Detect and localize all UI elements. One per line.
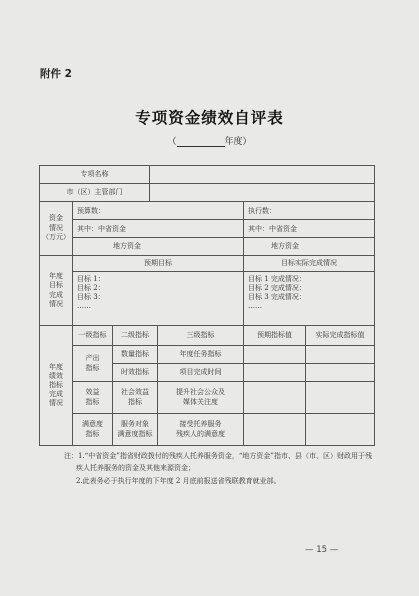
completion-time-indicator: 项目完成时间 — [179, 367, 222, 376]
actual-goals-list: 目标 1 完成情况： 目标 2 完成情况： 目标 3 完成情况： …… — [248, 275, 306, 311]
form-title: 专项资金绩效自评表 — [135, 108, 284, 127]
page-number: — 15 — — [305, 545, 339, 555]
dept-field — [150, 184, 374, 201]
year-blank — [177, 137, 225, 147]
public-attention-indicator: 提升社会公众及 媒体关注度 — [176, 387, 225, 406]
dept-label: 市（区）主管部门 — [66, 187, 123, 196]
note-2: 2.此表务必于执行年度的下年度 2 月底前报送省残联教育就业部。 — [76, 476, 281, 485]
indicators-label: 年度 绩效 指标 完成 情况 — [49, 362, 63, 408]
province-funds-budget-label: 其中：中省资金 — [77, 225, 126, 233]
expected-goals-list: 目标 1： 目标 2： 目标 3： …… — [77, 275, 105, 311]
col-level2: 二级指标 — [121, 330, 149, 339]
annual-task-indicator: 年度任务指标 — [179, 349, 222, 358]
col-level3: 三级指标 — [186, 330, 215, 339]
local-funds-budget-label: 地方资金 — [113, 242, 141, 250]
year-suffix: 年度） — [224, 137, 252, 147]
note-1: 注：1.“中省资金”指省财政拨付的残疾人托养服务资金，“地方资金”指市、县（市、区）财政用于残疾人托养服务的资金及其他来源资金； — [64, 452, 372, 473]
year-open-paren: （ — [167, 137, 177, 147]
expected-goals-header: 预期目标 — [144, 258, 172, 267]
local-funds-exec-label: 地方资金 — [271, 242, 299, 250]
timeliness-indicator: 时效指标 — [121, 367, 149, 376]
col-level1: 一级指标 — [78, 330, 107, 339]
execution-label: 执行数： — [248, 207, 276, 215]
province-funds-exec-label: 其中：中省资金 — [248, 225, 297, 233]
social-benefit-indicator: 社会效益 指标 — [121, 387, 149, 406]
quantity-indicator: 数量指标 — [121, 349, 149, 358]
year-line — [0, 134, 419, 147]
service-satisfaction-indicator: 服务对象 满意度指标 — [117, 419, 153, 438]
benefit-indicator: 效益 指标 — [85, 387, 100, 406]
attachment-label: 附件 2 — [40, 68, 72, 80]
recipient-satisfaction-indicator: 接受托养服务 残疾人的满意度 — [176, 419, 225, 438]
funds-label: 资金 情况 （万元） — [42, 214, 70, 242]
annual-goal-label: 年度 目标 完成 情况 — [49, 272, 63, 308]
notes — [64, 450, 374, 487]
budget-label: 预算数： — [77, 207, 105, 215]
project-name-label: 专项名称 — [80, 169, 109, 178]
col-actual-value: 实际完成指标值 — [315, 330, 365, 339]
project-name-field — [150, 166, 374, 183]
self-evaluation-table — [39, 165, 375, 446]
col-expected-value: 预期指标值 — [257, 330, 292, 339]
output-indicator: 产出 指标 — [85, 353, 100, 372]
satisfaction-indicator: 满意度 指标 — [82, 419, 103, 438]
actual-goals-header: 目标实际完成情况 — [281, 258, 337, 267]
